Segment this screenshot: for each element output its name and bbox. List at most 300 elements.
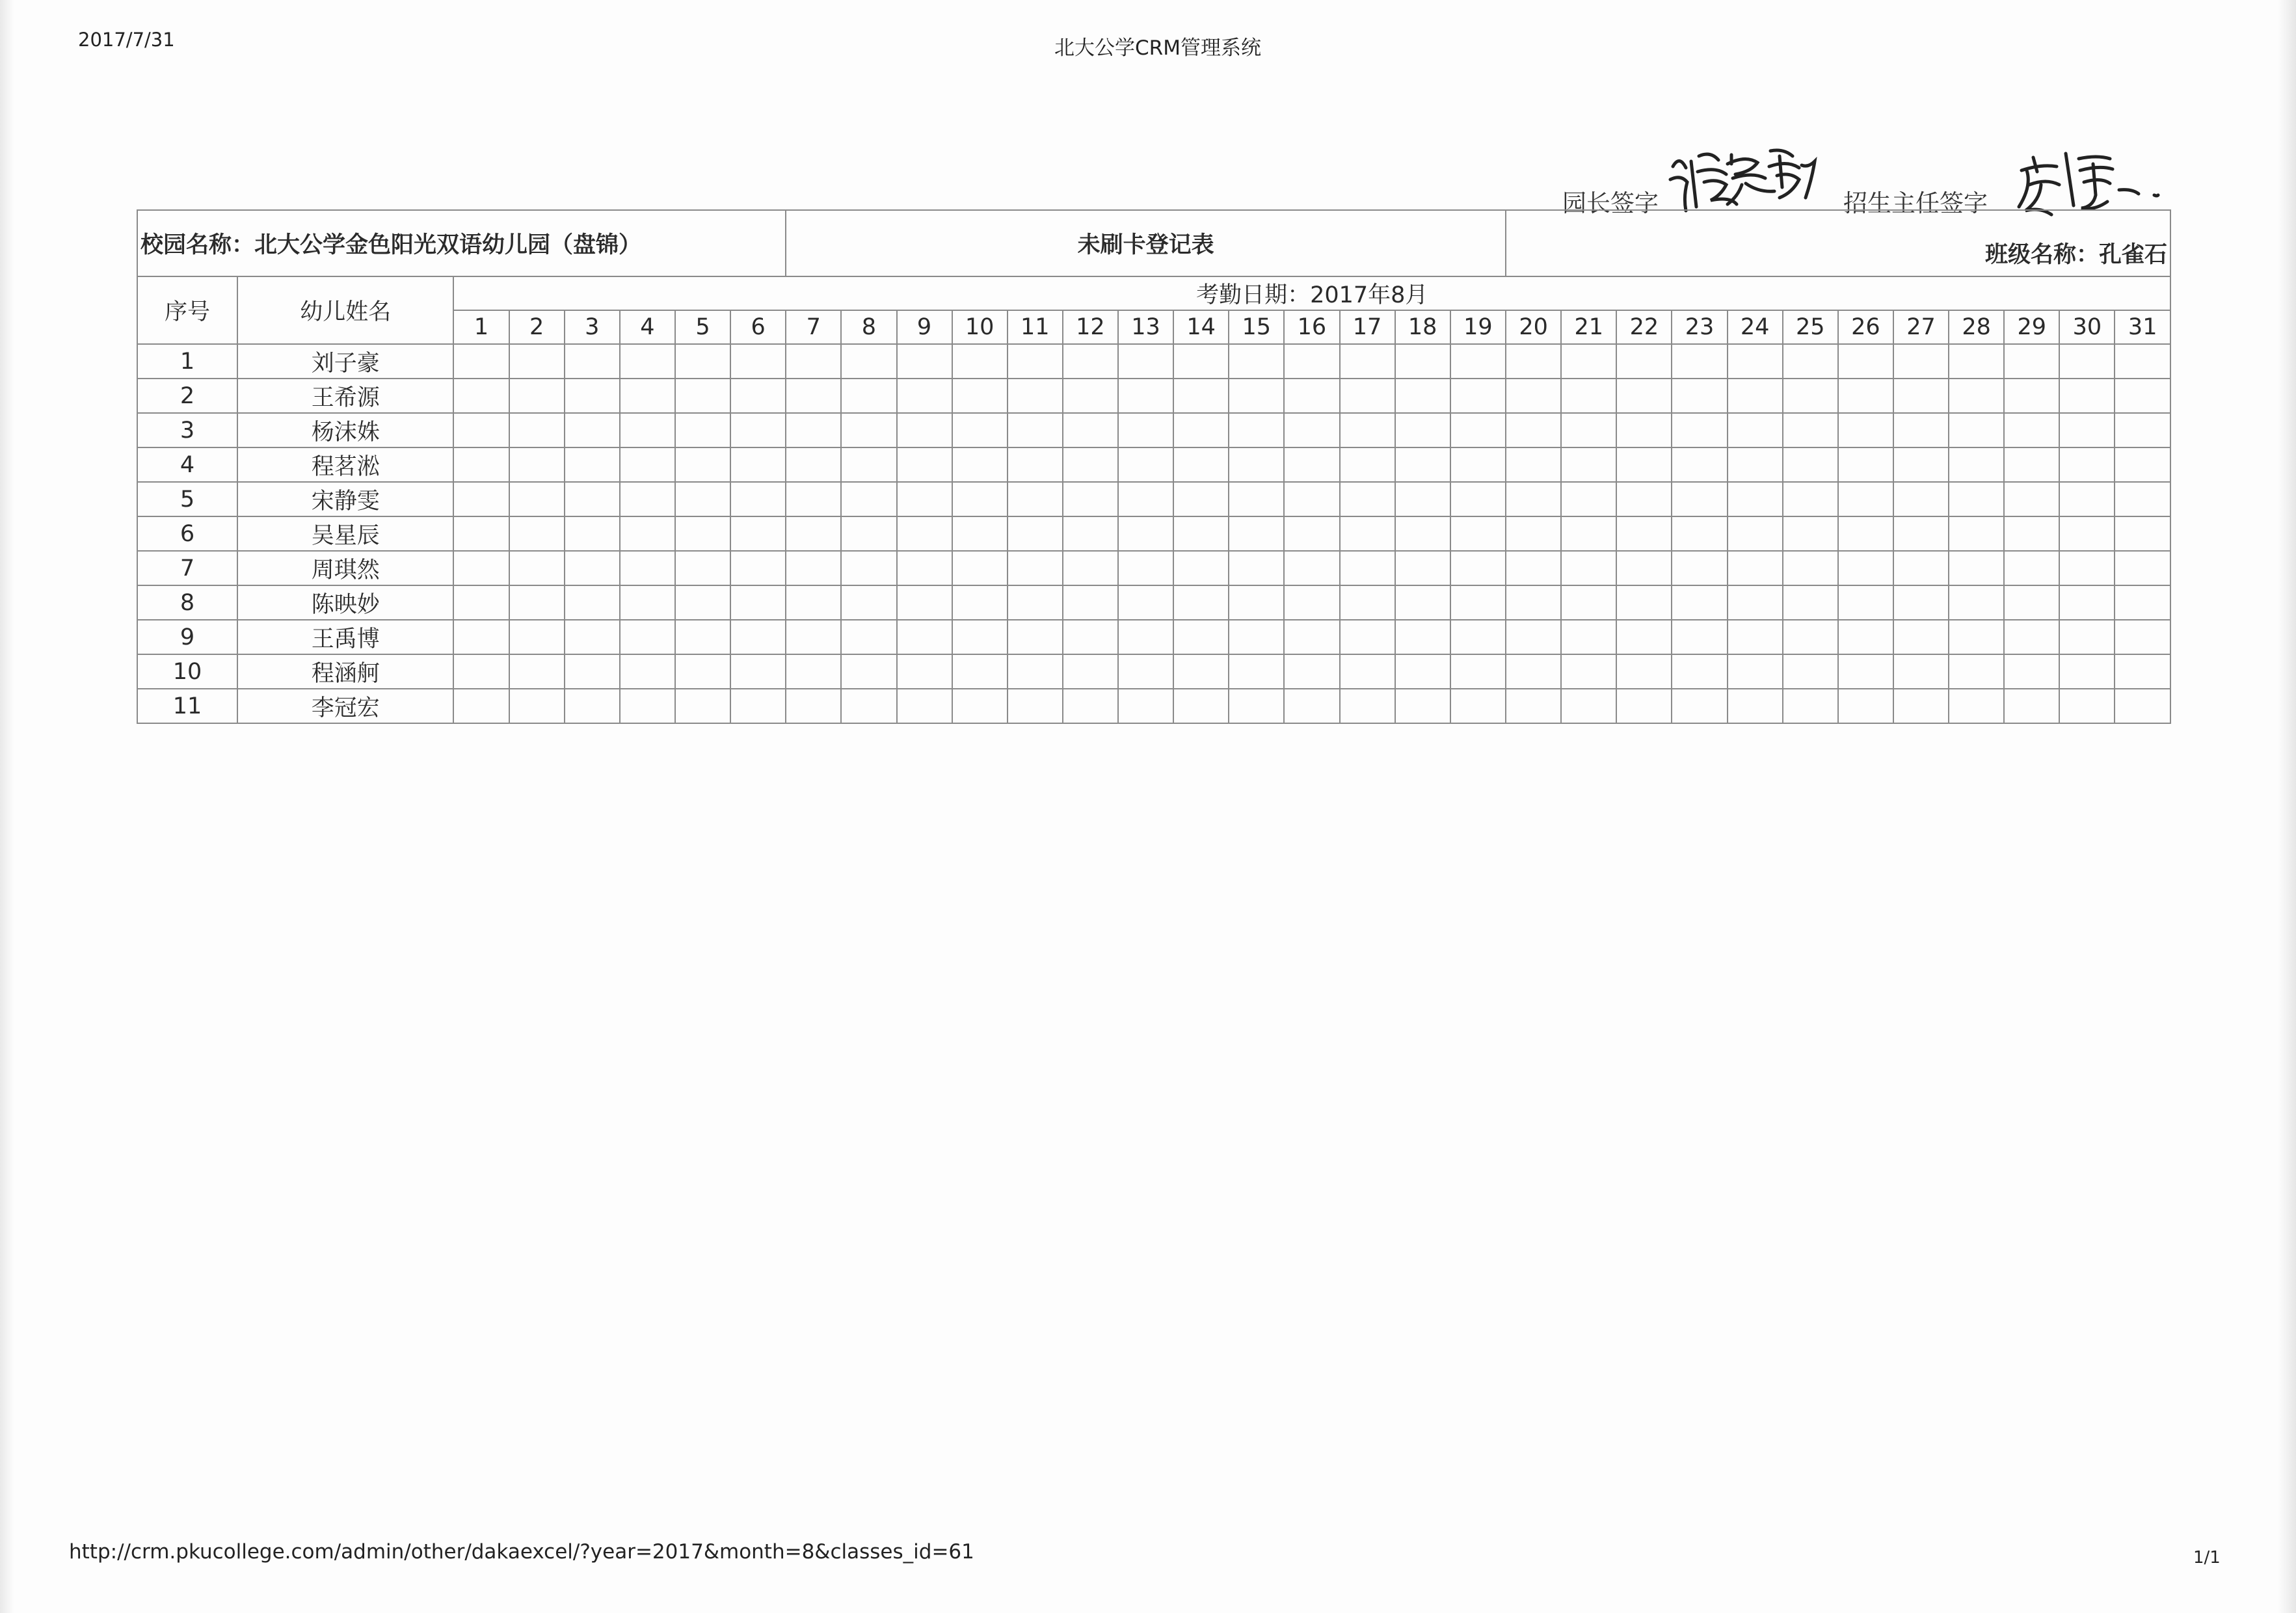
attendance-cell xyxy=(509,379,565,413)
attendance-cell xyxy=(565,516,620,551)
row-seq: 8 xyxy=(137,585,237,620)
attendance-cell xyxy=(509,551,565,585)
attendance-cell xyxy=(841,620,896,654)
attendance-cell xyxy=(1395,379,1450,413)
form-header-row xyxy=(137,210,2170,276)
attendance-cell xyxy=(620,654,675,689)
attendance-cell xyxy=(1616,344,1672,379)
attendance-cell xyxy=(2115,654,2170,689)
table-row xyxy=(137,482,2170,516)
attendance-cell xyxy=(1173,344,1229,379)
attendance-cell xyxy=(2115,620,2170,654)
attendance-cell xyxy=(1008,482,1063,516)
attendance-cell xyxy=(1450,551,1506,585)
attendance-cell xyxy=(1672,413,1727,447)
table-row xyxy=(137,447,2170,482)
table-row xyxy=(137,620,2170,654)
row-seq: 6 xyxy=(137,516,237,551)
attendance-cell xyxy=(509,689,565,723)
attendance-cell xyxy=(786,689,841,723)
attendance-cell xyxy=(1561,654,1616,689)
day-header: 15 xyxy=(1229,310,1284,344)
table-row xyxy=(137,379,2170,413)
attendance-cell xyxy=(1118,551,1173,585)
attendance-cell xyxy=(1008,516,1063,551)
attendance-cell xyxy=(786,654,841,689)
attendance-cell xyxy=(2004,585,2059,620)
attendance-cell xyxy=(1616,551,1672,585)
attendance-cell xyxy=(1395,447,1450,482)
row-seq: 9 xyxy=(137,620,237,654)
attendance-cell xyxy=(952,379,1008,413)
attendance-cell xyxy=(1838,482,1893,516)
attendance-cell xyxy=(453,447,509,482)
attendance-cell xyxy=(1284,585,1339,620)
attendance-cell xyxy=(730,620,786,654)
attendance-cell xyxy=(1229,413,1284,447)
attendance-cell xyxy=(1783,689,1838,723)
day-header: 28 xyxy=(1949,310,2004,344)
attendance-cell xyxy=(675,689,730,723)
attendance-cell xyxy=(1616,482,1672,516)
attendance-cell xyxy=(1284,620,1339,654)
attendance-cell xyxy=(730,447,786,482)
attendance-cell xyxy=(2004,344,2059,379)
attendance-cell xyxy=(1616,447,1672,482)
attendance-cell xyxy=(620,585,675,620)
attendance-cell xyxy=(565,620,620,654)
attendance-cell xyxy=(1838,447,1893,482)
attendance-cell xyxy=(1672,344,1727,379)
attendance-cell xyxy=(1728,551,1783,585)
attendance-cell xyxy=(786,379,841,413)
attendance-cell xyxy=(786,551,841,585)
attendance-cell xyxy=(453,585,509,620)
attendance-cell xyxy=(453,654,509,689)
attendance-cell xyxy=(1561,379,1616,413)
attendance-cell xyxy=(675,413,730,447)
attendance-cell xyxy=(2004,654,2059,689)
attendance-cell xyxy=(509,344,565,379)
attendance-cell xyxy=(1672,551,1727,585)
row-seq: 10 xyxy=(137,654,237,689)
attendance-cell xyxy=(1063,482,1118,516)
table-row xyxy=(137,344,2170,379)
class-name: 班级名称：孔雀石 xyxy=(1506,210,2170,276)
attendance-cell xyxy=(453,344,509,379)
day-header: 14 xyxy=(1173,310,1229,344)
day-header: 23 xyxy=(1672,310,1727,344)
attendance-cell xyxy=(1893,516,1949,551)
attendance-cell xyxy=(952,516,1008,551)
attendance-cell xyxy=(897,447,952,482)
attendance-cell xyxy=(730,482,786,516)
row-seq: 3 xyxy=(137,413,237,447)
attendance-cell xyxy=(952,344,1008,379)
attendance-cell xyxy=(1672,482,1727,516)
attendance-cell xyxy=(1063,620,1118,654)
attendance-cell xyxy=(1616,379,1672,413)
child-name: 程涵舸 xyxy=(237,654,453,689)
day-header: 7 xyxy=(786,310,841,344)
attendance-cell xyxy=(2004,551,2059,585)
attendance-cell xyxy=(1118,413,1173,447)
attendance-cell xyxy=(1118,585,1173,620)
attendance-cell xyxy=(1506,551,1561,585)
attendance-cell xyxy=(1118,620,1173,654)
attendance-cell xyxy=(1728,482,1783,516)
attendance-cell xyxy=(1893,482,1949,516)
attendance-cell xyxy=(1506,585,1561,620)
attendance-cell xyxy=(1783,620,1838,654)
attendance-cell xyxy=(2115,516,2170,551)
day-header: 29 xyxy=(2004,310,2059,344)
attendance-cell xyxy=(1118,482,1173,516)
attendance-cell xyxy=(1450,379,1506,413)
child-name: 宋静雯 xyxy=(237,482,453,516)
attendance-cell xyxy=(1616,654,1672,689)
attendance-cell xyxy=(1506,689,1561,723)
attendance-cell xyxy=(1395,516,1450,551)
attendance-cell xyxy=(2115,447,2170,482)
attendance-cell xyxy=(730,654,786,689)
attendance-cell xyxy=(565,551,620,585)
attendance-cell xyxy=(1229,654,1284,689)
attendance-cell xyxy=(1340,689,1395,723)
attendance-cell xyxy=(952,482,1008,516)
attendance-cell xyxy=(620,447,675,482)
attendance-cell xyxy=(2059,551,2115,585)
attendance-cell xyxy=(1783,413,1838,447)
attendance-cell xyxy=(1395,689,1450,723)
attendance-cell xyxy=(1284,689,1339,723)
attendance-cell xyxy=(786,413,841,447)
attendance-cell xyxy=(1893,654,1949,689)
page-number: 1/1 xyxy=(2193,1548,2221,1567)
attendance-cell xyxy=(897,620,952,654)
day-header: 27 xyxy=(1893,310,1949,344)
child-name-header: 幼儿姓名 xyxy=(237,276,453,344)
day-header: 9 xyxy=(897,310,952,344)
attendance-cell xyxy=(1173,654,1229,689)
attendance-cell xyxy=(1616,413,1672,447)
attendance-cell xyxy=(786,585,841,620)
attendance-cell xyxy=(620,379,675,413)
attendance-cell xyxy=(952,551,1008,585)
attendance-cell xyxy=(1893,344,1949,379)
attendance-cell xyxy=(730,516,786,551)
attendance-cell xyxy=(620,344,675,379)
day-header: 24 xyxy=(1728,310,1783,344)
attendance-cell xyxy=(1173,551,1229,585)
child-name: 陈映妙 xyxy=(237,585,453,620)
attendance-cell xyxy=(1838,551,1893,585)
table-row xyxy=(137,585,2170,620)
attendance-cell xyxy=(1340,344,1395,379)
attendance-cell xyxy=(1506,620,1561,654)
attendance-cell xyxy=(1506,516,1561,551)
attendance-cell xyxy=(1063,689,1118,723)
attendance-cell xyxy=(1450,654,1506,689)
day-header: 8 xyxy=(841,310,896,344)
attendance-cell xyxy=(1783,482,1838,516)
day-header: 5 xyxy=(675,310,730,344)
attendance-cell xyxy=(786,344,841,379)
child-name: 周琪然 xyxy=(237,551,453,585)
attendance-cell xyxy=(1395,620,1450,654)
attendance-cell xyxy=(2059,689,2115,723)
attendance-cell xyxy=(1893,585,1949,620)
attendance-cell xyxy=(1395,344,1450,379)
day-header: 16 xyxy=(1284,310,1339,344)
attendance-cell xyxy=(1672,654,1727,689)
attendance-cell xyxy=(1561,447,1616,482)
attendance-cell xyxy=(952,620,1008,654)
attendance-cell xyxy=(1728,516,1783,551)
attendance-cell xyxy=(1949,447,2004,482)
attendance-cell xyxy=(1395,413,1450,447)
attendance-cell xyxy=(675,344,730,379)
attendance-cell xyxy=(1949,516,2004,551)
attendance-cell xyxy=(1450,447,1506,482)
attendance-cell xyxy=(453,413,509,447)
attendance-cell xyxy=(1284,413,1339,447)
day-header: 25 xyxy=(1783,310,1838,344)
attendance-cell xyxy=(1838,379,1893,413)
row-seq: 1 xyxy=(137,344,237,379)
child-name: 吴星辰 xyxy=(237,516,453,551)
attendance-cell xyxy=(565,344,620,379)
attendance-cell xyxy=(1949,689,2004,723)
attendance-cell xyxy=(509,447,565,482)
attendance-cell xyxy=(1728,620,1783,654)
attendance-cell xyxy=(1340,620,1395,654)
day-header: 22 xyxy=(1616,310,1672,344)
attendance-cell xyxy=(1284,344,1339,379)
attendance-cell xyxy=(730,585,786,620)
attendance-cell xyxy=(897,413,952,447)
attendance-cell xyxy=(841,447,896,482)
attendance-cell xyxy=(1395,551,1450,585)
attendance-cell xyxy=(1672,585,1727,620)
attendance-cell xyxy=(1561,551,1616,585)
attendance-cell xyxy=(1561,482,1616,516)
day-header: 2 xyxy=(509,310,565,344)
attendance-cell xyxy=(1672,379,1727,413)
attendance-cell xyxy=(509,585,565,620)
day-header: 13 xyxy=(1118,310,1173,344)
attendance-cell xyxy=(1118,447,1173,482)
attendance-cell xyxy=(1616,585,1672,620)
attendance-cell xyxy=(1783,379,1838,413)
attendance-cell xyxy=(2004,379,2059,413)
attendance-cell xyxy=(952,447,1008,482)
table-row xyxy=(137,551,2170,585)
attendance-cell xyxy=(841,344,896,379)
attendance-cell xyxy=(841,689,896,723)
attendance-cell xyxy=(1506,447,1561,482)
attendance-cell xyxy=(1395,654,1450,689)
table-row xyxy=(137,654,2170,689)
attendance-cell xyxy=(1838,654,1893,689)
attendance-cell xyxy=(1838,620,1893,654)
attendance-cell xyxy=(1229,689,1284,723)
attendance-cell xyxy=(2059,654,2115,689)
attendance-cell xyxy=(952,585,1008,620)
attendance-cell xyxy=(1672,620,1727,654)
attendance-cell xyxy=(786,620,841,654)
attendance-cell xyxy=(453,620,509,654)
attendance-cell xyxy=(453,516,509,551)
child-name: 杨沫姝 xyxy=(237,413,453,447)
attendance-cell xyxy=(897,482,952,516)
table-row xyxy=(137,516,2170,551)
attendance-cell xyxy=(1728,344,1783,379)
attendance-cell xyxy=(675,551,730,585)
attendance-cell xyxy=(1450,585,1506,620)
attendance-cell xyxy=(1838,585,1893,620)
attendance-cell xyxy=(1173,585,1229,620)
attendance-cell xyxy=(675,516,730,551)
attendance-cell xyxy=(1728,413,1783,447)
attendance-cell xyxy=(1229,379,1284,413)
attendance-cell xyxy=(1340,413,1395,447)
attendance-cell xyxy=(620,620,675,654)
attendance-cell xyxy=(565,413,620,447)
attendance-cell xyxy=(1728,585,1783,620)
attendance-cell xyxy=(1173,447,1229,482)
attendance-cell xyxy=(952,689,1008,723)
attendance-cell xyxy=(1783,585,1838,620)
attendance-cell xyxy=(1118,516,1173,551)
attendance-cell xyxy=(1893,551,1949,585)
day-header: 6 xyxy=(730,310,786,344)
day-header: 1 xyxy=(453,310,509,344)
attendance-cell xyxy=(1506,413,1561,447)
attendance-cell xyxy=(1229,585,1284,620)
attendance-cell xyxy=(2115,344,2170,379)
attendance-cell xyxy=(2115,551,2170,585)
attendance-cell xyxy=(730,689,786,723)
attendance-cell xyxy=(1229,516,1284,551)
attendance-cell xyxy=(897,585,952,620)
attendance-cell xyxy=(1616,689,1672,723)
attendance-cell xyxy=(897,551,952,585)
attendance-cell xyxy=(1340,654,1395,689)
attendance-cell xyxy=(1063,379,1118,413)
attendance-cell xyxy=(1949,620,2004,654)
attendance-cell xyxy=(897,689,952,723)
attendance-cell xyxy=(1008,551,1063,585)
attendance-cell xyxy=(675,620,730,654)
attendance-cell xyxy=(1561,620,1616,654)
attendance-cell xyxy=(1949,654,2004,689)
day-header: 30 xyxy=(2059,310,2115,344)
attendance-cell xyxy=(2059,379,2115,413)
attendance-cell xyxy=(2115,689,2170,723)
row-seq: 2 xyxy=(137,379,237,413)
attendance-cell xyxy=(1450,516,1506,551)
attendance-cell xyxy=(565,447,620,482)
attendance-cell xyxy=(1949,413,2004,447)
attendance-cell xyxy=(841,413,896,447)
day-header: 20 xyxy=(1506,310,1561,344)
attendance-cell xyxy=(1063,344,1118,379)
source-url: http://crm.pkucollege.com/admin/other/dakaexcel/?year=2017&month=8&classes_id=61 xyxy=(69,1540,974,1564)
table-row xyxy=(137,413,2170,447)
attendance-cell xyxy=(453,689,509,723)
attendance-cell xyxy=(2004,689,2059,723)
attendance-cell xyxy=(1284,447,1339,482)
attendance-cell xyxy=(1008,379,1063,413)
attendance-cell xyxy=(1063,447,1118,482)
attendance-cell xyxy=(1616,516,1672,551)
print-date: 2017/7/31 xyxy=(78,29,175,51)
attendance-cell xyxy=(2115,585,2170,620)
attendance-cell xyxy=(1229,620,1284,654)
attendance-date-row xyxy=(137,276,2170,310)
attendance-cell xyxy=(1063,654,1118,689)
day-header: 12 xyxy=(1063,310,1118,344)
attendance-cell xyxy=(509,516,565,551)
attendance-cell xyxy=(1173,482,1229,516)
row-seq: 4 xyxy=(137,447,237,482)
child-name: 程茗淞 xyxy=(237,447,453,482)
attendance-cell xyxy=(2059,585,2115,620)
attendance-cell xyxy=(453,551,509,585)
attendance-cell xyxy=(1450,413,1506,447)
attendance-cell xyxy=(675,585,730,620)
attendance-cell xyxy=(1284,379,1339,413)
attendance-cell xyxy=(1728,379,1783,413)
attendance-cell xyxy=(1229,447,1284,482)
attendance-cell xyxy=(1284,551,1339,585)
attendance-cell xyxy=(1340,482,1395,516)
school-name: 校园名称：北大公学金色阳光双语幼儿园（盘锦） xyxy=(137,210,786,276)
attendance-cell xyxy=(1284,516,1339,551)
row-seq: 5 xyxy=(137,482,237,516)
attendance-cell xyxy=(952,413,1008,447)
attendance-cell xyxy=(509,620,565,654)
attendance-cell xyxy=(453,482,509,516)
print-header-title: 北大公学CRM管理系统 xyxy=(1054,36,1261,60)
attendance-cell xyxy=(897,654,952,689)
attendance-cell xyxy=(620,516,675,551)
attendance-cell xyxy=(841,379,896,413)
day-header: 3 xyxy=(565,310,620,344)
row-seq: 11 xyxy=(137,689,237,723)
attendance-cell xyxy=(841,551,896,585)
attendance-cell xyxy=(1008,413,1063,447)
attendance-cell xyxy=(2059,620,2115,654)
attendance-cell xyxy=(1672,447,1727,482)
attendance-cell xyxy=(1450,620,1506,654)
attendance-cell xyxy=(1340,516,1395,551)
attendance-cell xyxy=(2004,447,2059,482)
scan-shadow-right xyxy=(2278,0,2296,1613)
attendance-cell xyxy=(1340,447,1395,482)
child-name: 李冠宏 xyxy=(237,689,453,723)
scan-shadow-left xyxy=(0,0,14,1613)
attendance-cell xyxy=(841,482,896,516)
attendance-cell xyxy=(1118,689,1173,723)
attendance-cell xyxy=(675,654,730,689)
attendance-cell xyxy=(1506,379,1561,413)
attendance-cell xyxy=(1284,482,1339,516)
attendance-cell xyxy=(1783,654,1838,689)
day-header: 11 xyxy=(1008,310,1063,344)
attendance-cell xyxy=(730,413,786,447)
